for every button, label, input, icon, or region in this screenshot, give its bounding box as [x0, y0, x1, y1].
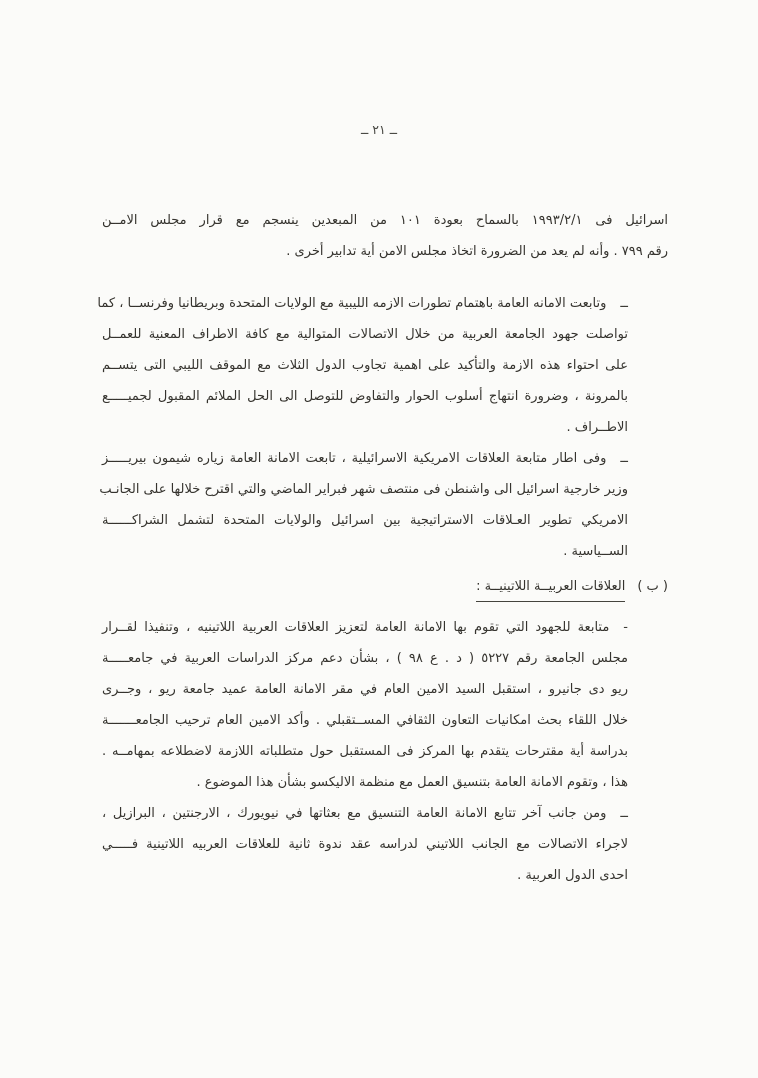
heading-label: ( ب ): [637, 579, 668, 594]
text-line: على احتواء هذه الازمة والتأكيد على اهمية تجاوب الدول الثلاث مع الموقف الليبي التى يتســم: [102, 358, 628, 373]
heading-title: العلاقات العربيــة اللاتينيــة :: [476, 576, 625, 602]
page-number: ــ ٢١ ــ: [360, 122, 398, 137]
text-line: بالمرونة ، وضرورة انتهاج أسلوب الحوار والتفاوض للتوصل الى الحل الملائم المقبول لجميـــــع: [102, 389, 628, 404]
bullet-dash-marker: ــ: [620, 451, 628, 466]
text-line: الامريكي تطوير العـلاقات الاستراتيجية بين اسرائيل والولايات المتحدة لتشمل الشراكــــــة: [102, 513, 628, 528]
text-line: وزير خارجية اسرائيل الى واشنطن فى منتصف شهر فبراير الماضي والتي اقترح خلالها على الجانـب: [99, 482, 628, 497]
text-line: متابعة للجهود التي تقوم بها الامانة العامة لتعزيز العلاقات العربية اللاتينيه ، وتنفيذا لقــرار: [102, 620, 610, 635]
bullet-item-us-israel-relations: [99, 443, 628, 567]
text-line: وفى اطار متابعة العلاقات الامريكية الاسرائيلية ، تابعت الامانة العامة زياره شيمون بيريـــــز: [102, 451, 607, 466]
bullet-first-line: [102, 443, 628, 474]
bullet-item-libya-crisis: [97, 288, 628, 443]
text-line: احدى الدول العربية .: [517, 868, 628, 883]
bullet-first-line: [102, 798, 628, 829]
text-line: هذا ، وتقوم الامانة العامة بتنسيق العمل مع منظمة الاليكسو بشأن هذا الموضوع .: [196, 775, 628, 790]
text-line: ريو دى جانيرو ، استقبل السيد الامين العام في مقر الامانة العامة عميد جامعة ريو ، وجــرى: [102, 682, 628, 697]
text-line: الســياسية .: [563, 544, 628, 559]
bullet-first-line: [102, 612, 628, 643]
text-line: خلال اللقاء بحث امكانيات التعاون الثقافي المســتقبلي . وأكد الامين العام ترحيب الجامعـــــــة: [102, 713, 628, 728]
text-line: لاجراء الاتصالات مع الجانب اللاتيني لدراسه عقد ندوة ثانية للعلاقات العربيه اللاتينية فـــــي: [102, 837, 628, 852]
text-line: رقم ٧٩٩ . وأنه لم يعد من الضرورة اتخاذ مجلس الامن أية تدابير أخرى .: [286, 244, 668, 259]
bullet-item-rio-studies-centre: [102, 612, 628, 798]
bullet-item-missions-coordination: [102, 798, 628, 891]
bullet-dash-marker: ــ: [620, 296, 628, 311]
text-line: وتابعت الامانه العامة باهتمام تطورات الازمه الليبية مع الولايات المتحدة وبريطانيا وفرنســا ، كما: [97, 296, 607, 311]
text-line: بدراسة أية مقترحات يتقدم بها المركز فى المستقبل حول متطلباته اللازمة لاضطلاعه بمهامــه .: [102, 744, 628, 759]
bullet-first-line: [97, 288, 628, 319]
text-line: ومن جانب آخر تتابع الامانة العامة التنسيق مع بعثاتها في نيويورك ، الارجنتين ، البرازيل ،: [102, 806, 607, 821]
section-heading-arab-latin-relations: [102, 571, 668, 602]
text-line: مجلس الجامعة رقم ٥٢٢٧ ( د . ع ٩٨ ) ، بشأن دعم مركز الدراسات العربية في جامعـــــة: [102, 651, 629, 666]
text-line: اسرائيل فى ١٩٩٣/٢/١ بالسماح بعودة ١٠١ من المبعدين ينسجم مع قرار مجلس الامــن: [102, 213, 668, 228]
bullet-dash-marker: ــ: [620, 806, 628, 821]
document-body: [97, 205, 668, 891]
text-line: الاطــراف .: [566, 420, 628, 435]
paragraph-continuation: [102, 205, 668, 267]
bullet-dash-marker: -: [623, 620, 628, 635]
text-line: تواصلت جهود الجامعة العربية من خلال الاتصالات المتوالية مع كافة الاطراف المعنية للعمــل: [102, 327, 628, 342]
